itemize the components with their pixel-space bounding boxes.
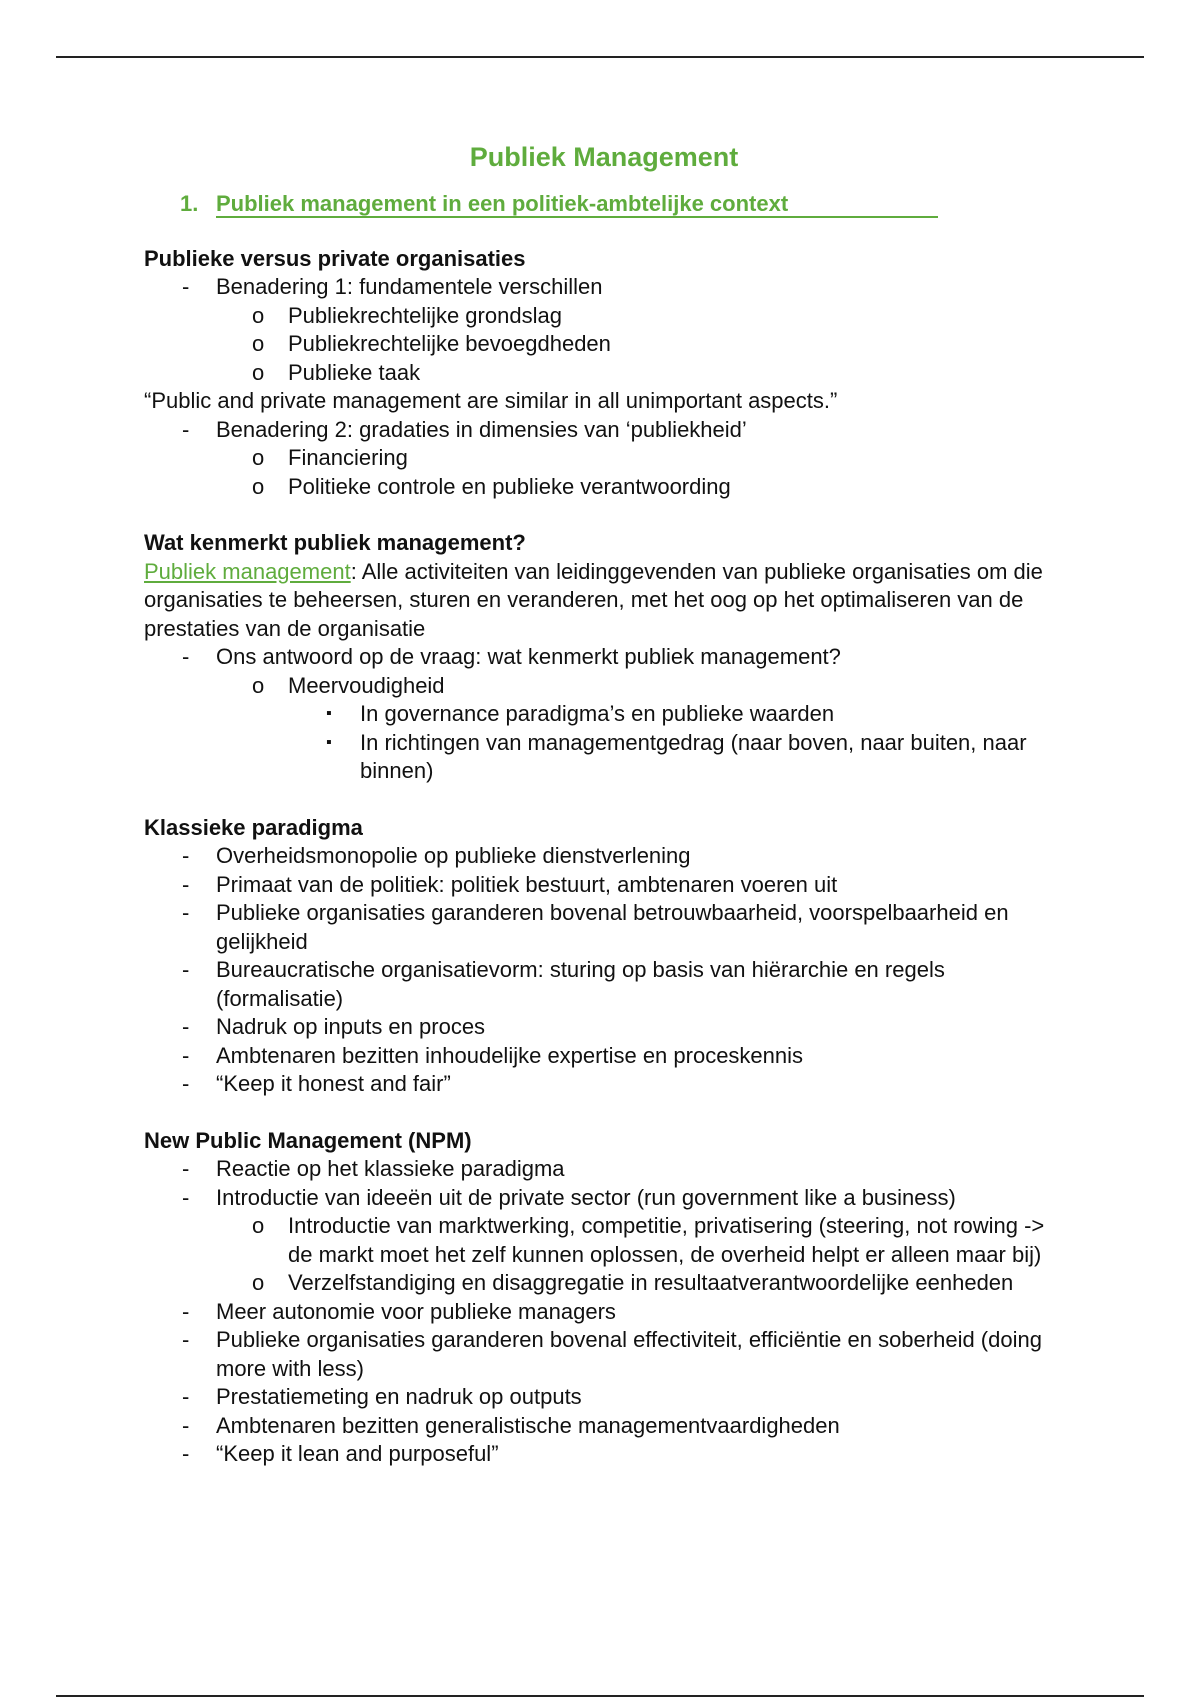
list-item: - Meer autonomie voor publieke managers xyxy=(144,1298,1064,1327)
dash-bullet-icon xyxy=(182,1184,189,1213)
heading-klassieke-paradigma: Klassieke paradigma xyxy=(144,814,363,840)
section-number: 1. xyxy=(180,191,199,216)
list-item: - Nadruk op inputs en proces xyxy=(144,1013,1064,1042)
list-item: ▪ In governance paradigma’s en publieke waarden xyxy=(144,700,1064,729)
document-title: Publiek Management xyxy=(469,142,739,172)
list-item: o Publieke taak xyxy=(144,359,1064,388)
dash-bullet-icon xyxy=(182,1326,189,1355)
list-item: - Publieke organisaties garanderen bovenal effectiviteit, efficiëntie en soberheid (doing more with less) xyxy=(144,1326,1064,1383)
approach-2-list xyxy=(144,416,1064,502)
list-item: ▪ In richtingen van managementgedrag (naar boven, naar buiten, naar binnen) xyxy=(144,729,1064,786)
dash-bullet-icon xyxy=(182,842,189,871)
section-title-text: Publiek management in een politiek-ambtelijke context xyxy=(216,192,938,218)
list-item: - Introductie van ideeën uit de private sector (run government like a business) xyxy=(144,1184,1064,1213)
npm-list xyxy=(144,1155,1064,1469)
klassiek-list xyxy=(144,842,1064,1099)
dash-bullet-icon xyxy=(182,956,189,985)
list-item: - Publieke organisaties garanderen bovenal betrouwbaarheid, voorspelbaarheid en gelijkheid xyxy=(144,899,1064,956)
list-item: - Ambtenaren bezitten generalistische managementvaardigheden xyxy=(144,1412,1064,1441)
section-heading xyxy=(144,190,1064,219)
list-item: - Benadering 1: fundamentele verschillen xyxy=(144,273,1064,302)
list-item: o Verzelfstandiging en disaggregatie in resultaatverantwoordelijke eenheden xyxy=(144,1269,1064,1298)
list-item: o Politieke controle en publieke verantwoording xyxy=(144,473,1064,502)
list-item: o Publiekrechtelijke grondslag xyxy=(144,302,1064,331)
list-item: o Introductie van marktwerking, competitie, privatisering (steering, not rowing -> de markt moet het zelf kunnen oplossen, de overheid helpt er alleen maar bij) xyxy=(144,1212,1064,1269)
definition-text: : Alle activiteiten van leidinggevenden van publieke organisaties om die organisaties te beheersen, sturen en veranderen, met het oog op het optimaliseren van de prestaties van de organisatie xyxy=(144,558,1043,641)
heading-publiek-vs-privaat: Publieke versus private organisaties xyxy=(144,245,526,271)
square-bullet-icon xyxy=(326,729,332,758)
dash-bullet-icon xyxy=(182,643,189,672)
list-item: - Prestatiemeting en nadruk op outputs xyxy=(144,1383,1064,1412)
dash-bullet-icon xyxy=(182,273,189,302)
dash-bullet-icon xyxy=(182,1412,189,1441)
list-item: - Bureaucratische organisatievorm: sturing op basis van hiërarchie en regels (formalisatie) xyxy=(144,956,1064,1013)
circle-bullet-icon xyxy=(252,302,264,331)
dash-bullet-icon xyxy=(182,1013,189,1042)
header-rule xyxy=(56,56,1144,58)
dash-bullet-icon xyxy=(182,899,189,928)
dash-bullet-icon xyxy=(182,416,189,445)
footer-rule xyxy=(56,1695,1144,1697)
definition-paragraph xyxy=(144,558,1064,644)
quote-text: “Public and private management are similar in all unimportant aspects.” xyxy=(144,388,838,413)
circle-bullet-icon xyxy=(252,359,264,388)
list-item: - Ons antwoord op de vraag: wat kenmerkt publiek management? xyxy=(144,643,1064,672)
circle-bullet-icon xyxy=(252,1269,264,1298)
circle-bullet-icon xyxy=(252,473,264,502)
list-item: - Overheidsmonopolie op publieke dienstverlening xyxy=(144,842,1064,871)
list-item: o Financiering xyxy=(144,444,1064,473)
circle-bullet-icon xyxy=(252,672,264,701)
list-item: - Reactie op het klassieke paradigma xyxy=(144,1155,1064,1184)
dash-bullet-icon xyxy=(182,1440,189,1469)
document-page xyxy=(144,140,1064,1469)
square-bullet-icon xyxy=(326,700,332,729)
dash-bullet-icon xyxy=(182,1070,189,1099)
list-item: o Publiekrechtelijke bevoegdheden xyxy=(144,330,1064,359)
circle-bullet-icon xyxy=(252,330,264,359)
definition-term: Publiek management xyxy=(144,558,351,584)
list-item: - Primaat van de politiek: politiek bestuurt, ambtenaren voeren uit xyxy=(144,871,1064,900)
list-item: - Benadering 2: gradaties in dimensies van ‘publiekheid’ xyxy=(144,416,1064,445)
kenmerken-list xyxy=(144,643,1064,786)
heading-wat-kenmerkt: Wat kenmerkt publiek management? xyxy=(144,530,526,555)
dash-bullet-icon xyxy=(182,1155,189,1184)
list-item: - Ambtenaren bezitten inhoudelijke expertise en proceskennis xyxy=(144,1042,1064,1071)
dash-bullet-icon xyxy=(182,871,189,900)
circle-bullet-icon xyxy=(252,1212,264,1241)
dash-bullet-icon xyxy=(182,1383,189,1412)
list-item: - “Keep it lean and purposeful” xyxy=(144,1440,1064,1469)
list-item: - “Keep it honest and fair” xyxy=(144,1070,1064,1099)
heading-npm: New Public Management (NPM) xyxy=(144,1127,472,1153)
approach-1-list xyxy=(144,273,1064,387)
dash-bullet-icon xyxy=(182,1298,189,1327)
dash-bullet-icon xyxy=(182,1042,189,1071)
circle-bullet-icon xyxy=(252,444,264,473)
list-item: o Meervoudigheid xyxy=(144,672,1064,701)
